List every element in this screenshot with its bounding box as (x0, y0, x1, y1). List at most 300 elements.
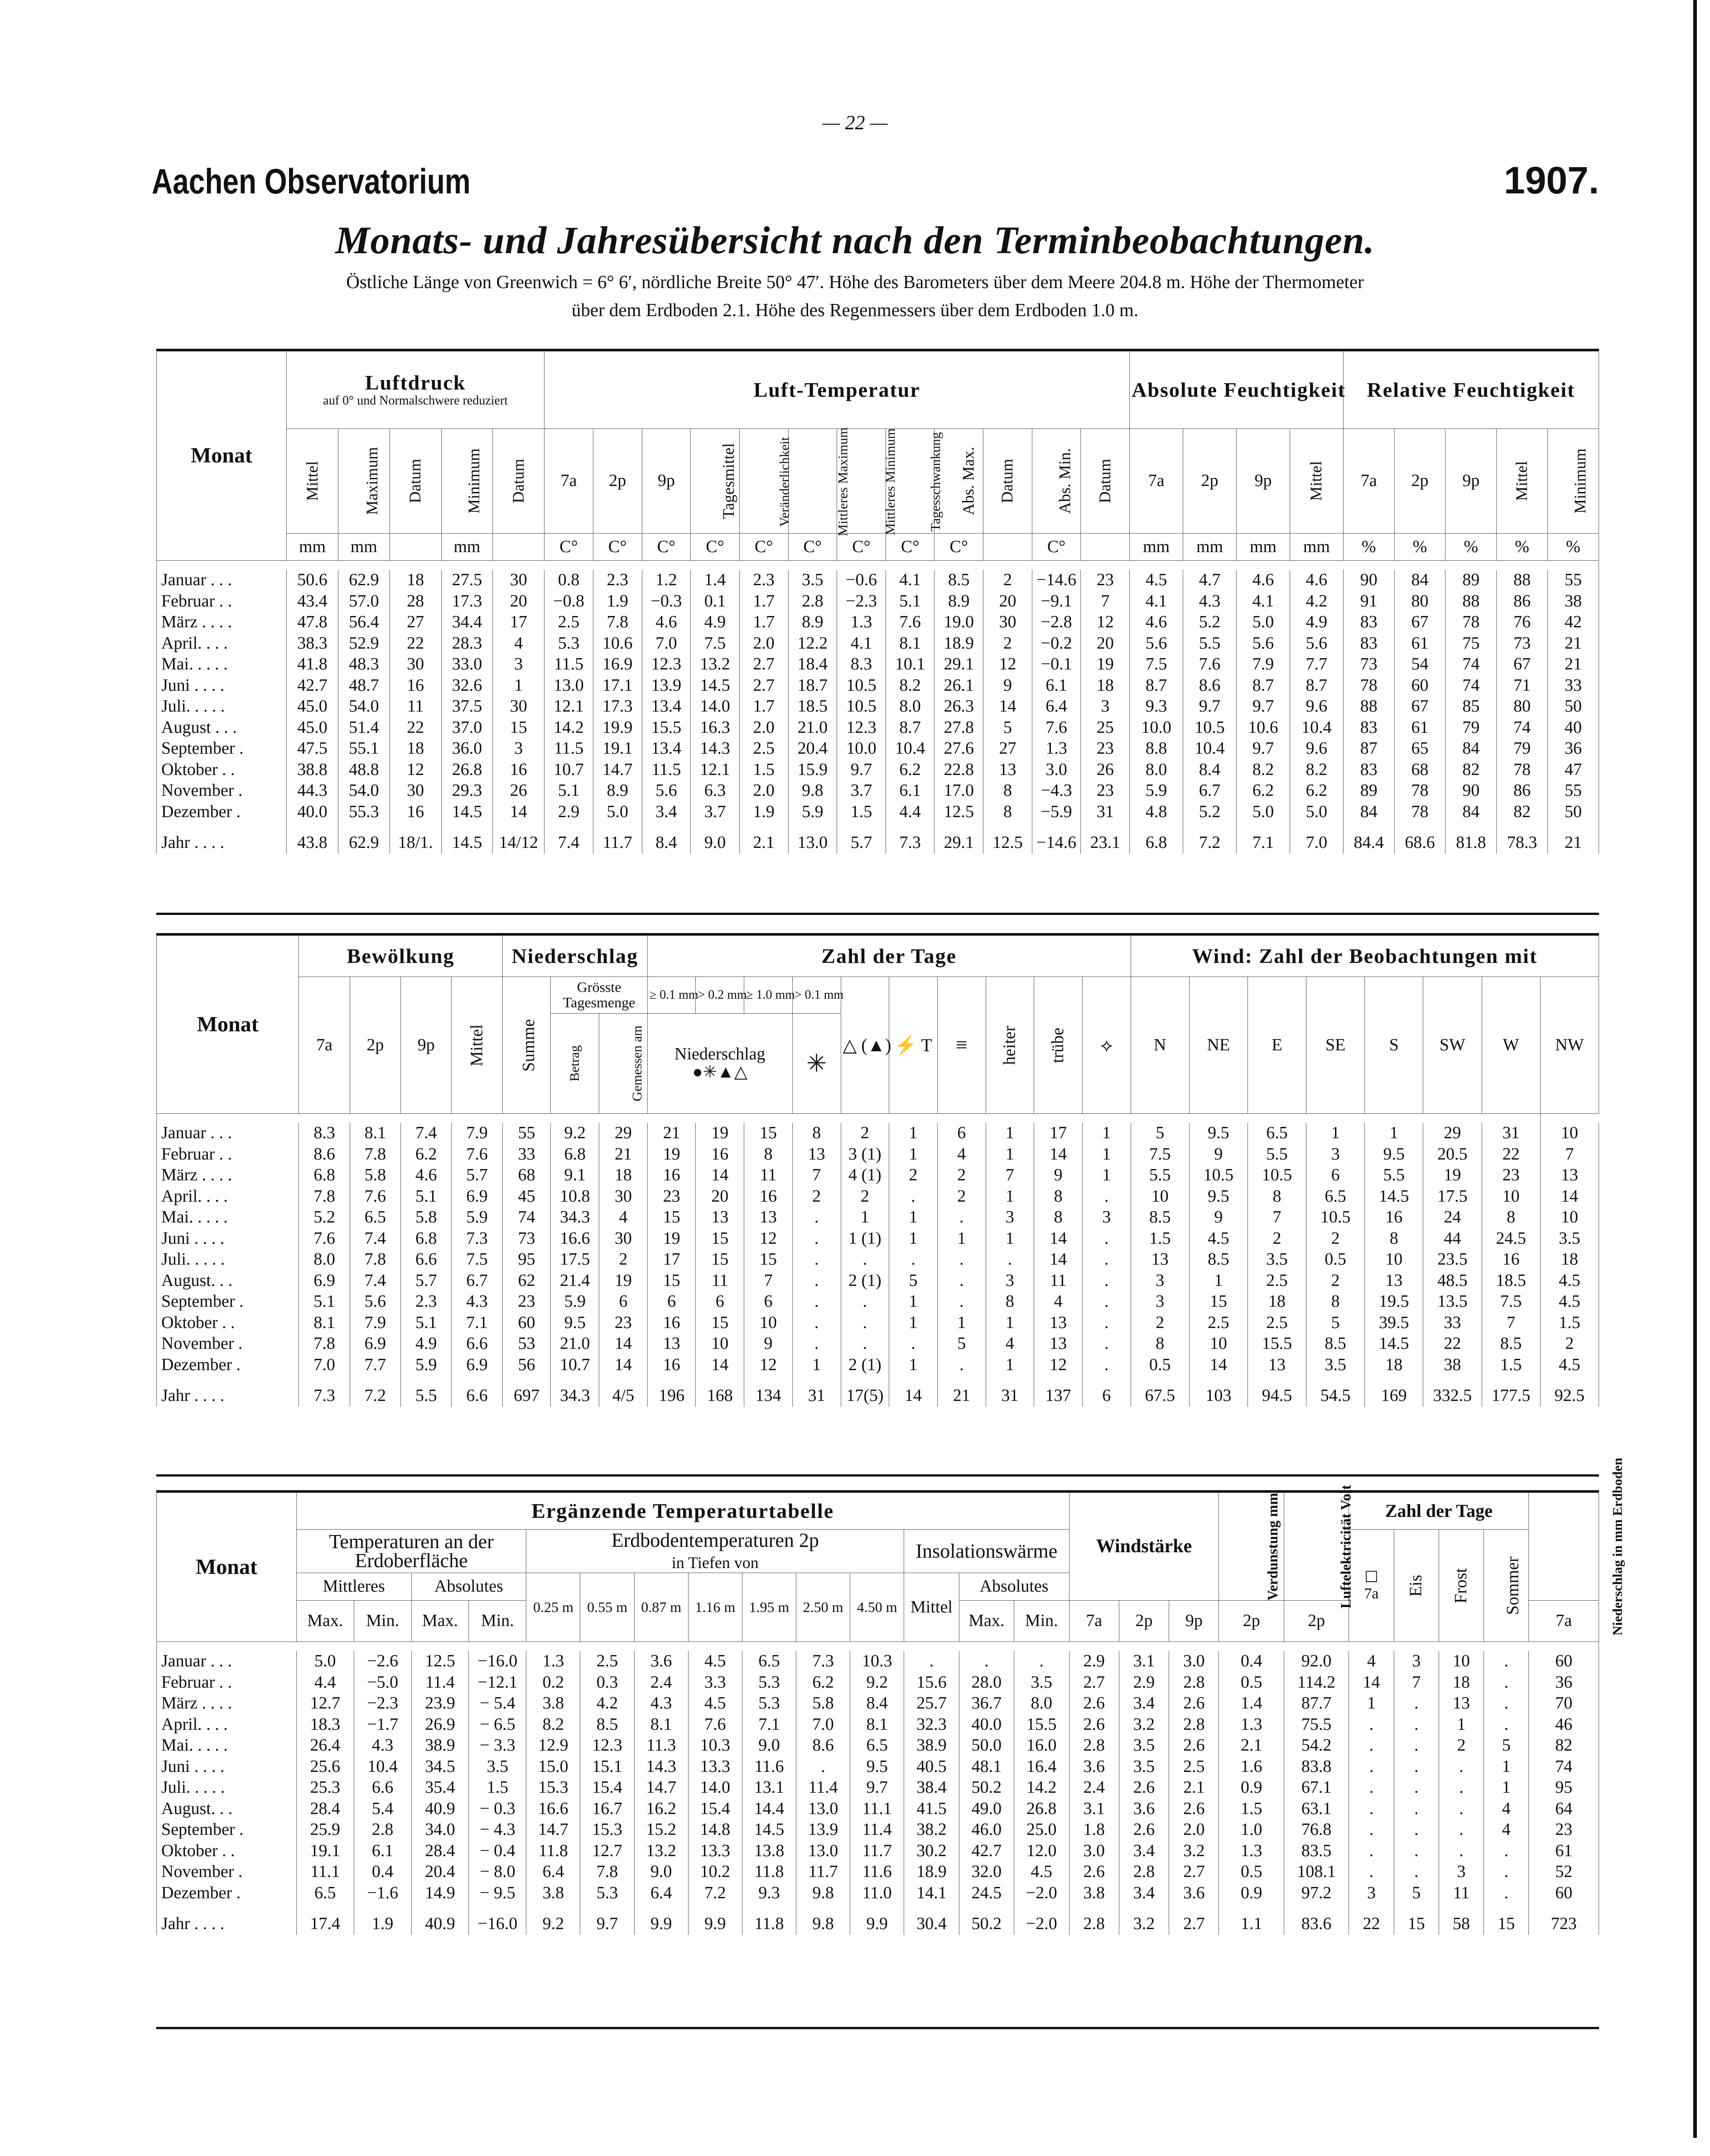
col-hagel-icon: △ (▲) (841, 977, 889, 1114)
table-monthly-overview (156, 349, 1599, 915)
table-cell: 88 (1343, 696, 1394, 717)
table-cell: 45.0 (287, 696, 338, 717)
table-cell: 4.5 (688, 1651, 742, 1672)
table-cell: 83 (1343, 717, 1394, 739)
table-cell: 97.2 (1284, 1883, 1349, 1904)
t1-col-header-23: 9p (1445, 429, 1497, 534)
table-cell: 19.1 (593, 738, 642, 760)
table-cell: 103 (1189, 1376, 1248, 1407)
table-cell: 11 (390, 696, 441, 717)
table-cell: 1.9 (354, 1904, 411, 1935)
table-cell: 48.7 (338, 675, 390, 697)
table-cell: 13.2 (634, 1841, 688, 1862)
table-cell: 10.3 (850, 1651, 904, 1672)
table-cell: 3.6 (1119, 1799, 1169, 1820)
row-month-label: Juni . . . . (157, 675, 287, 697)
table-cell: 6.9 (299, 1270, 350, 1292)
table-cell: 40.5 (904, 1757, 959, 1778)
table-cell: 723 (1529, 1904, 1599, 1935)
table-cell: 4.3 (634, 1693, 688, 1714)
table-cell: 13 (1248, 1355, 1306, 1376)
table-cell: 31 (1482, 1123, 1540, 1144)
col-truebe: trübe (1034, 977, 1083, 1114)
table-cell: 6.1 (1032, 675, 1081, 697)
table-cell: 2 (1439, 1735, 1484, 1757)
table-cell: 10.7 (551, 1355, 599, 1376)
table-cell: 11.8 (742, 1904, 796, 1935)
table-cell: 1 (1484, 1777, 1529, 1799)
table-cell: 5.5 (1183, 633, 1237, 654)
t1-unit-14 (983, 534, 1032, 561)
table-cell: 35.4 (411, 1777, 469, 1799)
col-bew-7a: 7a (299, 977, 350, 1114)
group-insolationswaerme: Insolationswärme (904, 1530, 1069, 1573)
table-cell: 3.5 (469, 1757, 526, 1778)
group-erdoberflaeche: Temperaturen an der Erdoberfläche (296, 1530, 526, 1573)
table-cell: 2 (1) (841, 1355, 889, 1376)
table-cell: −2.0 (1014, 1904, 1069, 1935)
table-cell: 11.8 (742, 1862, 796, 1883)
table-cell: 83 (1343, 760, 1394, 781)
table-cell: 5.9 (551, 1291, 599, 1313)
table-cell: 15.5 (1248, 1333, 1306, 1355)
table-cell: 14.8 (688, 1819, 742, 1841)
table-cell: −2.3 (354, 1693, 411, 1714)
table-cell: 3.4 (1119, 1693, 1169, 1714)
table-cell: 10.5 (1189, 1165, 1248, 1186)
table-cell: 33 (1423, 1313, 1482, 1334)
t1-unit-17: mm (1130, 534, 1183, 561)
table-cell: 12.1 (544, 696, 593, 717)
table-cell: 21.4 (551, 1270, 599, 1292)
table-cell: 1 (792, 1355, 841, 1376)
group-verdunstung: Verdunstung mm (1219, 1493, 1284, 1601)
table-cell: 15.1 (580, 1757, 634, 1778)
group-bewoelkung: Bewölkung (299, 936, 502, 977)
table-cell: 3.4 (642, 802, 691, 823)
table-cell: 5.9 (401, 1355, 452, 1376)
table-cell: 6.6 (401, 1249, 452, 1270)
table-cell: 168 (696, 1376, 744, 1407)
table-cell: −1.7 (354, 1714, 411, 1736)
t1-col-header-5: 7a (544, 429, 593, 534)
table-cell: 11.5 (642, 760, 691, 781)
table-cell: 0.2 (526, 1672, 580, 1694)
table-cell: 2.8 (788, 591, 837, 612)
table-cell: 11.3 (634, 1735, 688, 1757)
table-cell: 7 (1540, 1144, 1599, 1165)
table-cell: 21 (647, 1123, 696, 1144)
t1-unit-22: % (1394, 534, 1445, 561)
table-cell: 18/1. (390, 823, 441, 854)
table-cell: 2 (1248, 1228, 1306, 1250)
table-cell: 7.6 (886, 612, 934, 633)
table-cell: . (792, 1291, 841, 1313)
table-cell: 23 (1081, 738, 1130, 760)
table-cell: 1 (986, 1123, 1034, 1144)
table-cell: 0.8 (544, 570, 593, 591)
col-threshold-0-1: ≥ 0.1 mm (647, 977, 696, 1014)
table-cell: 13.1 (742, 1777, 796, 1799)
table-cell: 21 (1547, 633, 1599, 654)
table-cell: 17(5) (841, 1376, 889, 1407)
table-cell: 4.5 (1014, 1862, 1069, 1883)
table-cell: 9.0 (742, 1735, 796, 1757)
page-edge-rule (1693, 0, 1697, 2138)
row-month-label: Januar . . . (157, 1123, 299, 1144)
table-cell: 7 (1482, 1313, 1540, 1334)
table-cell: 6.9 (350, 1333, 400, 1355)
table-cell: 2.5 (1169, 1757, 1219, 1778)
table-cell: 60 (1529, 1651, 1599, 1672)
table-cell: 61 (1529, 1841, 1599, 1862)
table-cell: 50 (1547, 802, 1599, 823)
table-cell: 4.6 (1130, 612, 1183, 633)
table-cell: 18 (390, 738, 441, 760)
table-cell: 67 (1394, 696, 1445, 717)
table-cell: 4.9 (401, 1333, 452, 1355)
table-cell: 11.7 (850, 1841, 904, 1862)
row-month-label: Dezember . (157, 1883, 297, 1904)
table-cell: 1 (841, 1207, 889, 1228)
t1-col-header-14: Datum (983, 429, 1032, 534)
t1-unit-2 (390, 534, 441, 561)
table-cell: 40.0 (287, 802, 338, 823)
table-cell: . (904, 1651, 959, 1672)
table-cell: 4 (493, 633, 544, 654)
table-cell: 13.8 (742, 1841, 796, 1862)
table-cell: 24.5 (959, 1883, 1014, 1904)
table-cell: 8.8 (1130, 738, 1183, 760)
table-cell: 12.3 (580, 1735, 634, 1757)
table-cell: 4.6 (1237, 570, 1290, 591)
table-row (157, 612, 1599, 633)
table-cell: 74 (1445, 654, 1497, 675)
table-cell: 9.5 (551, 1313, 599, 1334)
table-cell: . (1439, 1777, 1484, 1799)
table-cell: 14.0 (691, 696, 740, 717)
table-cell: 3.8 (526, 1883, 580, 1904)
table-cell: 4.5 (688, 1693, 742, 1714)
table-cell: 67.1 (1284, 1777, 1349, 1799)
table-cell: 4.6 (1290, 570, 1343, 591)
table-cell: 6.2 (886, 760, 934, 781)
t1-unit-11: C° (837, 534, 886, 561)
table-cell: 18 (1248, 1291, 1306, 1313)
table-cell: 15 (696, 1313, 744, 1334)
table-cell: 13 (1365, 1270, 1423, 1292)
table-cell: 5.0 (1290, 802, 1343, 823)
t1-unit-5: C° (544, 534, 593, 561)
table-cell: 10.2 (688, 1862, 742, 1883)
table-cell: 16 (390, 675, 441, 697)
table-cell: 42.7 (287, 675, 338, 697)
table-cell: 7.3 (796, 1651, 850, 1672)
table-cell: 28.4 (411, 1841, 469, 1862)
table-cell: 7.9 (350, 1313, 400, 1334)
table-cell: . (1484, 1693, 1529, 1714)
table-cell: 4.6 (642, 612, 691, 633)
table-cell: 40.9 (411, 1799, 469, 1820)
col-wind-nw: NW (1540, 977, 1599, 1114)
table-cell: 16 (647, 1165, 696, 1186)
table-cell: 17.5 (551, 1249, 599, 1270)
table-cell: 90 (1343, 570, 1394, 591)
table-cell: 3.6 (634, 1651, 688, 1672)
table-cell: 33 (502, 1144, 551, 1165)
table-cell: −9.1 (1032, 591, 1081, 612)
table-cell: 5.1 (299, 1291, 350, 1313)
table-cell: 8.5 (1189, 1249, 1248, 1270)
table-cell: 3 (1439, 1862, 1484, 1883)
table-cell: 7.4 (401, 1123, 452, 1144)
table-cell: 14 (493, 802, 544, 823)
table-cell: 19.0 (934, 612, 983, 633)
table-cell: . (1349, 1841, 1394, 1862)
table-cell: 5.5 (1131, 1165, 1189, 1186)
table-cell: 13.4 (642, 696, 691, 717)
t1-col-header-15: Abs. Min. (1032, 429, 1081, 534)
table-cell: 14.2 (1014, 1777, 1069, 1799)
t1-unit-3: mm (441, 534, 493, 561)
table-cell: 40.0 (959, 1714, 1014, 1736)
table-cell: 84 (1445, 738, 1497, 760)
table-cell: 1 (889, 1313, 938, 1334)
table-cell: 8 (744, 1144, 793, 1165)
table-cell: 15 (744, 1123, 793, 1144)
t1-unit-18: mm (1183, 534, 1237, 561)
table-cell: 15 (647, 1207, 696, 1228)
table-cell: . (1394, 1862, 1439, 1883)
table-cell: . (1394, 1819, 1439, 1841)
table-cell: − 9.5 (469, 1883, 526, 1904)
table-cell: 23.9 (411, 1693, 469, 1714)
table-cell: 16 (493, 760, 544, 781)
t1-col-header-19: 9p (1237, 429, 1290, 534)
table-cell: 5.3 (580, 1883, 634, 1904)
table-cell: 20.5 (1423, 1144, 1482, 1165)
table-cell: 9 (1034, 1165, 1083, 1186)
table-cell: 18 (1439, 1672, 1484, 1694)
table-cell: 13 (1540, 1165, 1599, 1186)
table-cell: 11.4 (411, 1672, 469, 1694)
t1-col-header-17: 7a (1130, 429, 1183, 534)
table-cell: 83 (1343, 612, 1394, 633)
table-cell: 75.5 (1284, 1714, 1349, 1736)
table-cell: 14 (983, 696, 1032, 717)
table-cell: 13 (792, 1144, 841, 1165)
table-cell: 18.9 (934, 633, 983, 654)
table-cell: 14.5 (1365, 1333, 1423, 1355)
table-cell: 1.5 (1540, 1313, 1599, 1334)
table-cell: 8 (986, 1291, 1034, 1313)
table-cell: 15 (647, 1270, 696, 1292)
table-cell: 74 (1497, 717, 1548, 739)
table-cell: 48.5 (1423, 1270, 1482, 1292)
table-cell: 22 (390, 633, 441, 654)
table-cell: 9.0 (634, 1862, 688, 1883)
subtitle-line-1: Östliche Länge von Greenwich = 6° 6′, nördliche Breite 50° 47′. Höhe des Barometers über dem Meere 204.8 m. Höhe der Thermometer (346, 271, 1364, 292)
table-cell: 0.5 (1219, 1672, 1284, 1694)
table-cell: 16.0 (1014, 1735, 1069, 1757)
table-cell: 7.0 (642, 633, 691, 654)
table-cell: 48.3 (338, 654, 390, 675)
table-cell: 2.7 (1169, 1904, 1219, 1935)
table-cell: 10.5 (1183, 717, 1237, 739)
table-cell: 8.0 (299, 1249, 350, 1270)
table-cell: 17.1 (593, 675, 642, 697)
table-cell: 4.3 (452, 1291, 502, 1313)
table-cell: 11 (744, 1165, 793, 1186)
table-cell: 12.2 (788, 633, 837, 654)
table-cell: 7.5 (1130, 654, 1183, 675)
table-cell: 8.1 (886, 633, 934, 654)
table-cell: 6.7 (1183, 780, 1237, 802)
table-cell: 1 (889, 1123, 938, 1144)
table-cell: 4.2 (580, 1693, 634, 1714)
table-cell: 1.5 (739, 760, 788, 781)
table-cell: 2.4 (634, 1672, 688, 1694)
row-month-label: August . . . (157, 717, 287, 739)
table-cell: 6.9 (452, 1186, 502, 1208)
col-threshold-snow: > 0.1 mm (792, 977, 841, 1014)
table-cell: 3 (986, 1270, 1034, 1292)
table-cell: 2 (1540, 1333, 1599, 1355)
table-cell: 2.3 (739, 570, 788, 591)
table-cell: 4/5 (599, 1376, 648, 1407)
table-cell: 2 (937, 1165, 986, 1186)
table-cell: 8 (1482, 1207, 1540, 1228)
table-cell: 5.1 (544, 780, 593, 802)
col-wind-e: E (1248, 977, 1306, 1114)
table-cell: . (792, 1207, 841, 1228)
table-cell: 95 (1529, 1777, 1599, 1799)
table-cell: 1 (1082, 1144, 1131, 1165)
table-cell: 2 (889, 1165, 938, 1186)
table-cell: 27 (390, 612, 441, 633)
table-cell: 6.5 (350, 1207, 400, 1228)
table-cell: 7 (792, 1165, 841, 1186)
table-cell: 4.3 (1183, 591, 1237, 612)
table-cell: 54.0 (338, 780, 390, 802)
table-cell: 23 (1081, 570, 1130, 591)
table-cell: 15.4 (580, 1777, 634, 1799)
table-cell: 3 (493, 738, 544, 760)
table-cell: 67 (1394, 612, 1445, 633)
table-cell: 8.4 (642, 823, 691, 854)
table-cell: 30 (493, 696, 544, 717)
table-cell: 14.7 (526, 1819, 580, 1841)
table-cell: 43.4 (287, 591, 338, 612)
table-cell: 14.4 (742, 1799, 796, 1820)
table-cell: . (796, 1757, 850, 1778)
table-cell: 3.5 (1540, 1228, 1599, 1250)
table-cell: 25 (1081, 717, 1130, 739)
table-cell: 15 (744, 1249, 793, 1270)
table-cell: 6 (696, 1291, 744, 1313)
table-cell: 92.5 (1540, 1376, 1599, 1407)
table-cell: 18 (1081, 675, 1130, 697)
table-cell: 6.7 (452, 1270, 502, 1292)
table-cell: 38.8 (287, 760, 338, 781)
table-cell: 95 (502, 1249, 551, 1270)
table-cell: 4.9 (1290, 612, 1343, 633)
table-cell: 114.2 (1284, 1672, 1349, 1694)
table-cell: 9.7 (1237, 696, 1290, 717)
table-cell: 0.1 (691, 591, 740, 612)
table-cell: 16 (1482, 1249, 1540, 1270)
table-cell: 50.2 (959, 1777, 1014, 1799)
table-cell: 24 (1423, 1207, 1482, 1228)
table-cell: 71 (1497, 675, 1548, 697)
table-cell: 8.2 (1290, 760, 1343, 781)
table-cell: 52.9 (338, 633, 390, 654)
table-cell: 108.1 (1284, 1862, 1349, 1883)
table-cell: 13 (1034, 1313, 1083, 1334)
t1-unit-13: C° (934, 534, 983, 561)
table-cell: 30 (493, 570, 544, 591)
group-ergaenzende-temperaturtabelle: Ergänzende Temperaturtabelle (296, 1493, 1069, 1530)
t1-col-header-24: Mittel (1497, 429, 1548, 534)
col-heiter: heiter (986, 977, 1034, 1114)
table-cell: 2.5 (1248, 1313, 1306, 1334)
table-cell: 4 (599, 1207, 648, 1228)
table-cell: 84 (1445, 802, 1497, 823)
table-cell: 60 (1394, 675, 1445, 697)
table-cell: 1.9 (739, 802, 788, 823)
t1-unit-25: % (1547, 534, 1599, 561)
page-number: — 22 — (822, 111, 888, 134)
table-cell: 37.0 (441, 717, 493, 739)
table-cell: . (841, 1249, 889, 1270)
table-cell: 8.3 (837, 654, 886, 675)
table-cell: 2 (599, 1249, 648, 1270)
table-cell: . (937, 1355, 986, 1376)
table-cell: 4.4 (886, 802, 934, 823)
table-cell: . (792, 1249, 841, 1270)
table-cell: 10.8 (551, 1186, 599, 1208)
table-cell: 6 (599, 1291, 648, 1313)
table-cell: 11.6 (742, 1757, 796, 1778)
table-cell: 13.0 (796, 1799, 850, 1820)
table-cell: 11.7 (796, 1862, 850, 1883)
table-cell: 15 (696, 1228, 744, 1250)
table-cell: 196 (647, 1376, 696, 1407)
table-cell: 1.5 (1131, 1228, 1189, 1250)
table-cell: 10.6 (1237, 717, 1290, 739)
table-cell: 8 (1248, 1186, 1306, 1208)
table-cell: 8.1 (350, 1123, 400, 1144)
table-cell: 30 (390, 654, 441, 675)
table-cell: 13.2 (691, 654, 740, 675)
table-cell: 54.0 (338, 696, 390, 717)
table-cell: 26.1 (934, 675, 983, 697)
col-eis: Eis (1394, 1530, 1439, 1642)
table-cell: 2.8 (354, 1819, 411, 1841)
table-cell: 2 (983, 633, 1032, 654)
table-cell: 84.4 (1343, 823, 1394, 854)
table-row (157, 1735, 1599, 1757)
table-row (157, 1228, 1599, 1250)
table-cell: 2.6 (1069, 1714, 1119, 1736)
table-cell: 7.5 (1131, 1144, 1189, 1165)
monat-header: Monat (157, 1493, 297, 1642)
table-cell: 42 (1547, 612, 1599, 633)
table-cell: 1.4 (1219, 1693, 1284, 1714)
table-cell: 52 (1529, 1862, 1599, 1883)
table-cell: 56.4 (338, 612, 390, 633)
table-cell: 9.2 (526, 1904, 580, 1935)
